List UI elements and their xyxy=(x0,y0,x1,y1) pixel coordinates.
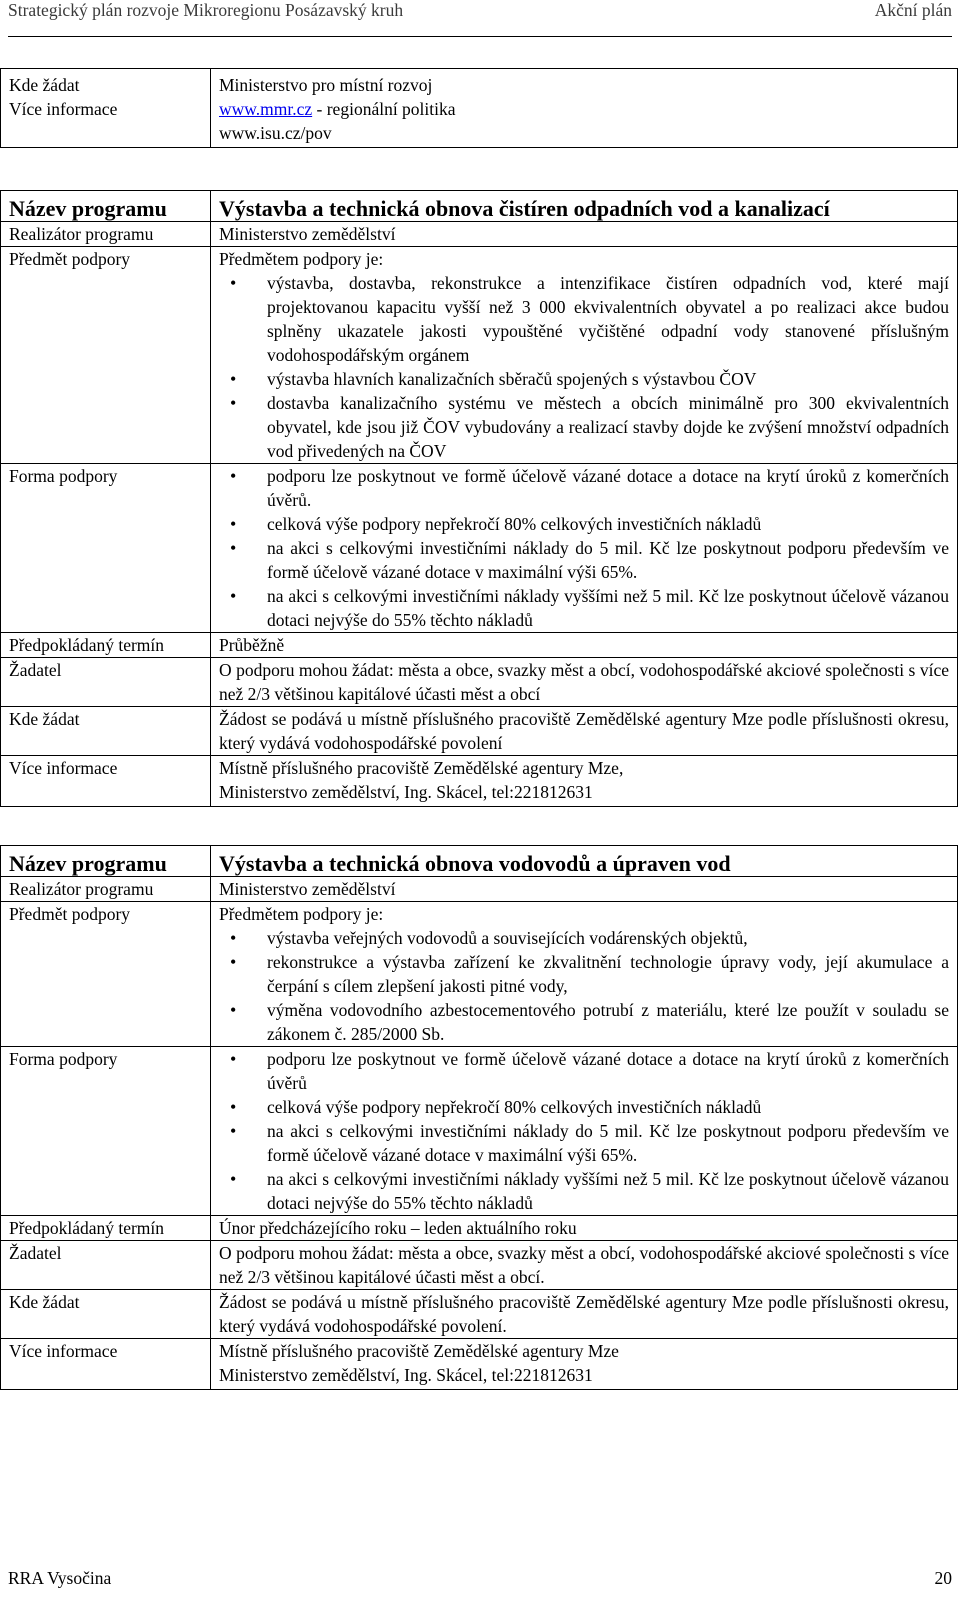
p1-label-name: Název programu xyxy=(1,191,211,222)
p2-label-where: Kde žádat xyxy=(1,1290,211,1339)
document-title: Strategický plán rozvoje Mikroregionu Posázavský kruh xyxy=(8,0,404,20)
contact-table xyxy=(0,68,958,148)
p1-subject-intro: Předmětem podpory je: xyxy=(219,249,384,269)
list-item: • na akci s celkovými investičními náklady do 5 mil. Kč lze poskytnout podporu především ve formě účelově vázané dotace v maximální výši 65%. xyxy=(267,1119,949,1167)
p2-label-form: Forma podpory xyxy=(1,1047,211,1216)
mmr-link-line xyxy=(219,97,949,121)
p1-form xyxy=(211,464,958,633)
p1-where: Žádost se podává u místně příslušného pracoviště Zemědělské agentury Mze podle příslušnosti okresu, který vydává vodohospodářské povolení xyxy=(211,707,958,756)
p1-info-line1: Místně příslušného pracoviště Zemědělské agentury Mze, xyxy=(219,758,624,778)
section-title: Akční plán xyxy=(874,0,952,20)
p2-subject xyxy=(211,902,958,1047)
list-item: • výměna vodovodního azbestocementového potrubí z materiálu, které lze použít v souladu se zákonem č. 285/2000 Sb. xyxy=(267,998,949,1046)
program-table-2 xyxy=(0,845,958,1390)
p2-label-info: Více informace xyxy=(1,1339,211,1390)
p2-where: Žádost se podává u místně příslušného pracoviště Zemědělské agentury Mze podle příslušnosti okresu, který vydává vodohospodářské povolení. xyxy=(211,1290,958,1339)
p2-label-name: Název programu xyxy=(1,846,211,877)
p1-label-info: Více informace xyxy=(1,756,211,807)
p2-label-realizer: Realizátor programu xyxy=(1,877,211,902)
page-header xyxy=(8,0,952,37)
list-item: • na akci s celkovými investičními náklady vyššími než 5 mil. Kč lze poskytnout účelově vázanou dotaci nejvýše do 55% těchto nákladů xyxy=(267,584,949,632)
page-number: 20 xyxy=(934,1568,952,1588)
list-item: • celková výše podpory nepřekročí 80% celkových investičních nákladů xyxy=(267,1095,949,1119)
p1-term: Průběžně xyxy=(211,633,958,658)
ministry-name: Ministerstvo pro místní rozvoj xyxy=(219,75,433,95)
list-item: • podporu lze poskytnout ve formě účelově vázané dotace a dotace na krytí úroků z komerčních úvěrů xyxy=(267,1047,949,1095)
p2-info-line2: Ministerstvo zemědělství, Ing. Skácel, tel:221812631 xyxy=(219,1365,593,1385)
p2-label-term: Předpokládaný termín xyxy=(1,1216,211,1241)
p2-form xyxy=(211,1047,958,1216)
p2-program-name: Výstavba a technická obnova vodovodů a úpraven vod xyxy=(211,846,958,877)
p1-applicant: O podporu mohou žádat: města a obce, svazky měst a obcí, vodohospodářské akciové společnosti s více než 2/3 většinou kapitálové účasti měst a obcí xyxy=(211,658,958,707)
label-info: Více informace xyxy=(9,99,118,119)
list-item: • na akci s celkovými investičními náklady vyššími než 5 mil. Kč lze poskytnout účelově vázanou dotaci nejvýše do 55% těchto nákladů xyxy=(267,1167,949,1215)
p1-label-applicant: Žadatel xyxy=(1,658,211,707)
list-item: • výstavba hlavních kanalizačních sběračů spojených s výstavbou ČOV xyxy=(267,367,949,391)
label-where: Kde žádat xyxy=(9,75,80,95)
mmr-link[interactable]: www.mmr.cz xyxy=(219,99,313,119)
p1-label-realizer: Realizátor programu xyxy=(1,222,211,247)
p2-form-list xyxy=(219,1047,949,1215)
p2-applicant: O podporu mohou žádat: města a obce, svazky měst a obcí, vodohospodářské akciové společnosti s více než 2/3 většinou kapitálové účasti měst a obcí. xyxy=(211,1241,958,1290)
program-table-1 xyxy=(0,190,958,807)
list-item: • celková výše podpory nepřekročí 80% celkových investičních nákladů xyxy=(267,512,949,536)
p1-form-list xyxy=(219,464,949,632)
mmr-link-suffix: - regionální politika xyxy=(312,99,456,119)
p1-info xyxy=(211,756,958,807)
list-item: • dostavba kanalizačního systému ve městech a obcích minimálně pro 300 ekvivalentních obyvatel, kde jsou již ČOV vybudovány a realizací stavby dojde ke zvýšení množství odpadních vod přivedených na ČOV xyxy=(267,391,949,463)
p2-subject-intro: Předmětem podpory je: xyxy=(219,904,384,924)
p2-label-applicant: Žadatel xyxy=(1,1241,211,1290)
isu-link[interactable]: www.isu.cz/pov xyxy=(219,123,332,143)
p1-realizer: Ministerstvo zemědělství xyxy=(211,222,958,247)
p1-label-term: Předpokládaný termín xyxy=(1,633,211,658)
p2-info-line1: Místně příslušného pracoviště Zemědělské agentury Mze xyxy=(219,1341,619,1361)
contact-values xyxy=(211,69,958,148)
p1-subject xyxy=(211,247,958,464)
p2-label-subject: Předmět podpory xyxy=(1,902,211,1047)
p2-realizer: Ministerstvo zemědělství xyxy=(211,877,958,902)
list-item: • výstavba, dostavba, rekonstrukce a intenzifikace čistíren odpadních vod, které mají projektovanou kapacitu vyšší než 3 000 ekvivalentních obyvatel a po realizaci akce budou splněny ukazatele jakosti vypouštěné vyčištěné odpadní vody stanovené příslušným vodohospodářským orgánem xyxy=(267,271,949,367)
p1-label-subject: Předmět podpory xyxy=(1,247,211,464)
p1-label-form: Forma podpory xyxy=(1,464,211,633)
p2-subject-list xyxy=(219,926,949,1046)
p1-info-line2: Ministerstvo zemědělství, Ing. Skácel, tel:221812631 xyxy=(219,782,593,802)
p1-subject-list xyxy=(219,271,949,463)
footer-org: RRA Vysočina xyxy=(8,1568,112,1588)
list-item: • rekonstrukce a výstavba zařízení ke zkvalitnění technologie úpravy vody, její akumulace a čerpání s cílem zlepšení jakosti pitné vody, xyxy=(267,950,949,998)
p2-info xyxy=(211,1339,958,1390)
list-item: • výstavba veřejných vodovodů a souvisejících vodárenských objektů, xyxy=(267,926,949,950)
p2-term: Únor předcházejícího roku – leden aktuálního roku xyxy=(211,1216,958,1241)
list-item: • na akci s celkovými investičními náklady do 5 mil. Kč lze poskytnout podporu především ve formě účelově vázané dotace v maximální výši 65%. xyxy=(267,536,949,584)
contact-labels xyxy=(1,69,211,148)
p1-program-name: Výstavba a technická obnova čistíren odpadních vod a kanalizací xyxy=(211,191,958,222)
list-item: • podporu lze poskytnout ve formě účelově vázané dotace a dotace na krytí úroků z komerčních úvěrů. xyxy=(267,464,949,512)
p1-label-where: Kde žádat xyxy=(1,707,211,756)
